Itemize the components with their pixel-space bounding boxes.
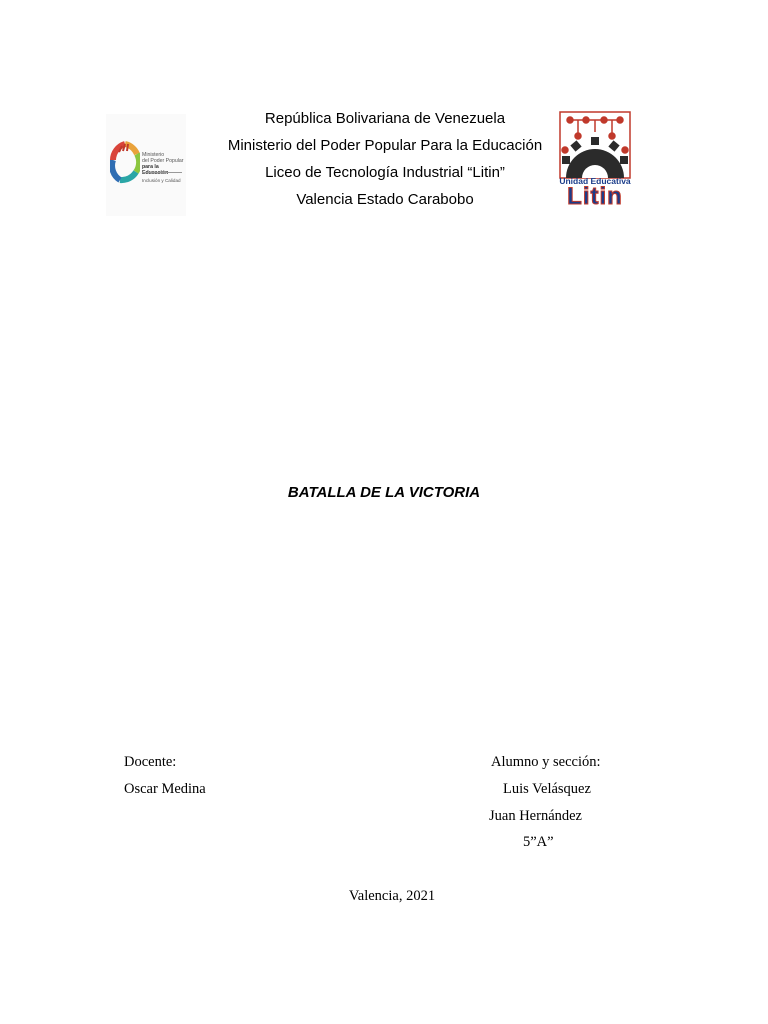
document-title: BATALLA DE LA VICTORIA [287, 484, 481, 501]
ministerio-line3: para la Educación [142, 164, 169, 176]
ministerio-logo [106, 114, 186, 216]
header-line-4: Valencia Estado Carabobo [296, 191, 474, 208]
docente-name: Oscar Medina [124, 781, 206, 797]
ministerio-line1: Ministerio [142, 152, 165, 158]
ministerio-tagline: Inclusión y Calidad [142, 178, 181, 183]
litin-logo [556, 110, 634, 216]
header-line-1: República Bolivariana de Venezuela [264, 110, 506, 127]
litin-logo-label: Unidad Educativa [559, 176, 631, 186]
ministerio-ring-icon [110, 140, 140, 184]
ministerio-line2: del Poder Popular [142, 158, 184, 164]
ministerio-divider [142, 172, 182, 173]
litin-logo-name: Litin [567, 183, 623, 210]
student-name: Luis Velásquez [503, 781, 591, 797]
docente-label: Docente: [124, 754, 177, 770]
header-line-3: Liceo de Tecnología Industrial “Litin” [265, 164, 505, 181]
litin-gear-icon [556, 110, 634, 182]
alumno-label: Alumno y sección: [491, 754, 601, 770]
place-date: Valencia, 2021 [348, 888, 436, 904]
student-name: Juan Hernández [489, 808, 582, 824]
section-label: 5”A” [523, 834, 554, 850]
header-line-2: Ministerio del Poder Popular Para la Educación [227, 137, 543, 154]
